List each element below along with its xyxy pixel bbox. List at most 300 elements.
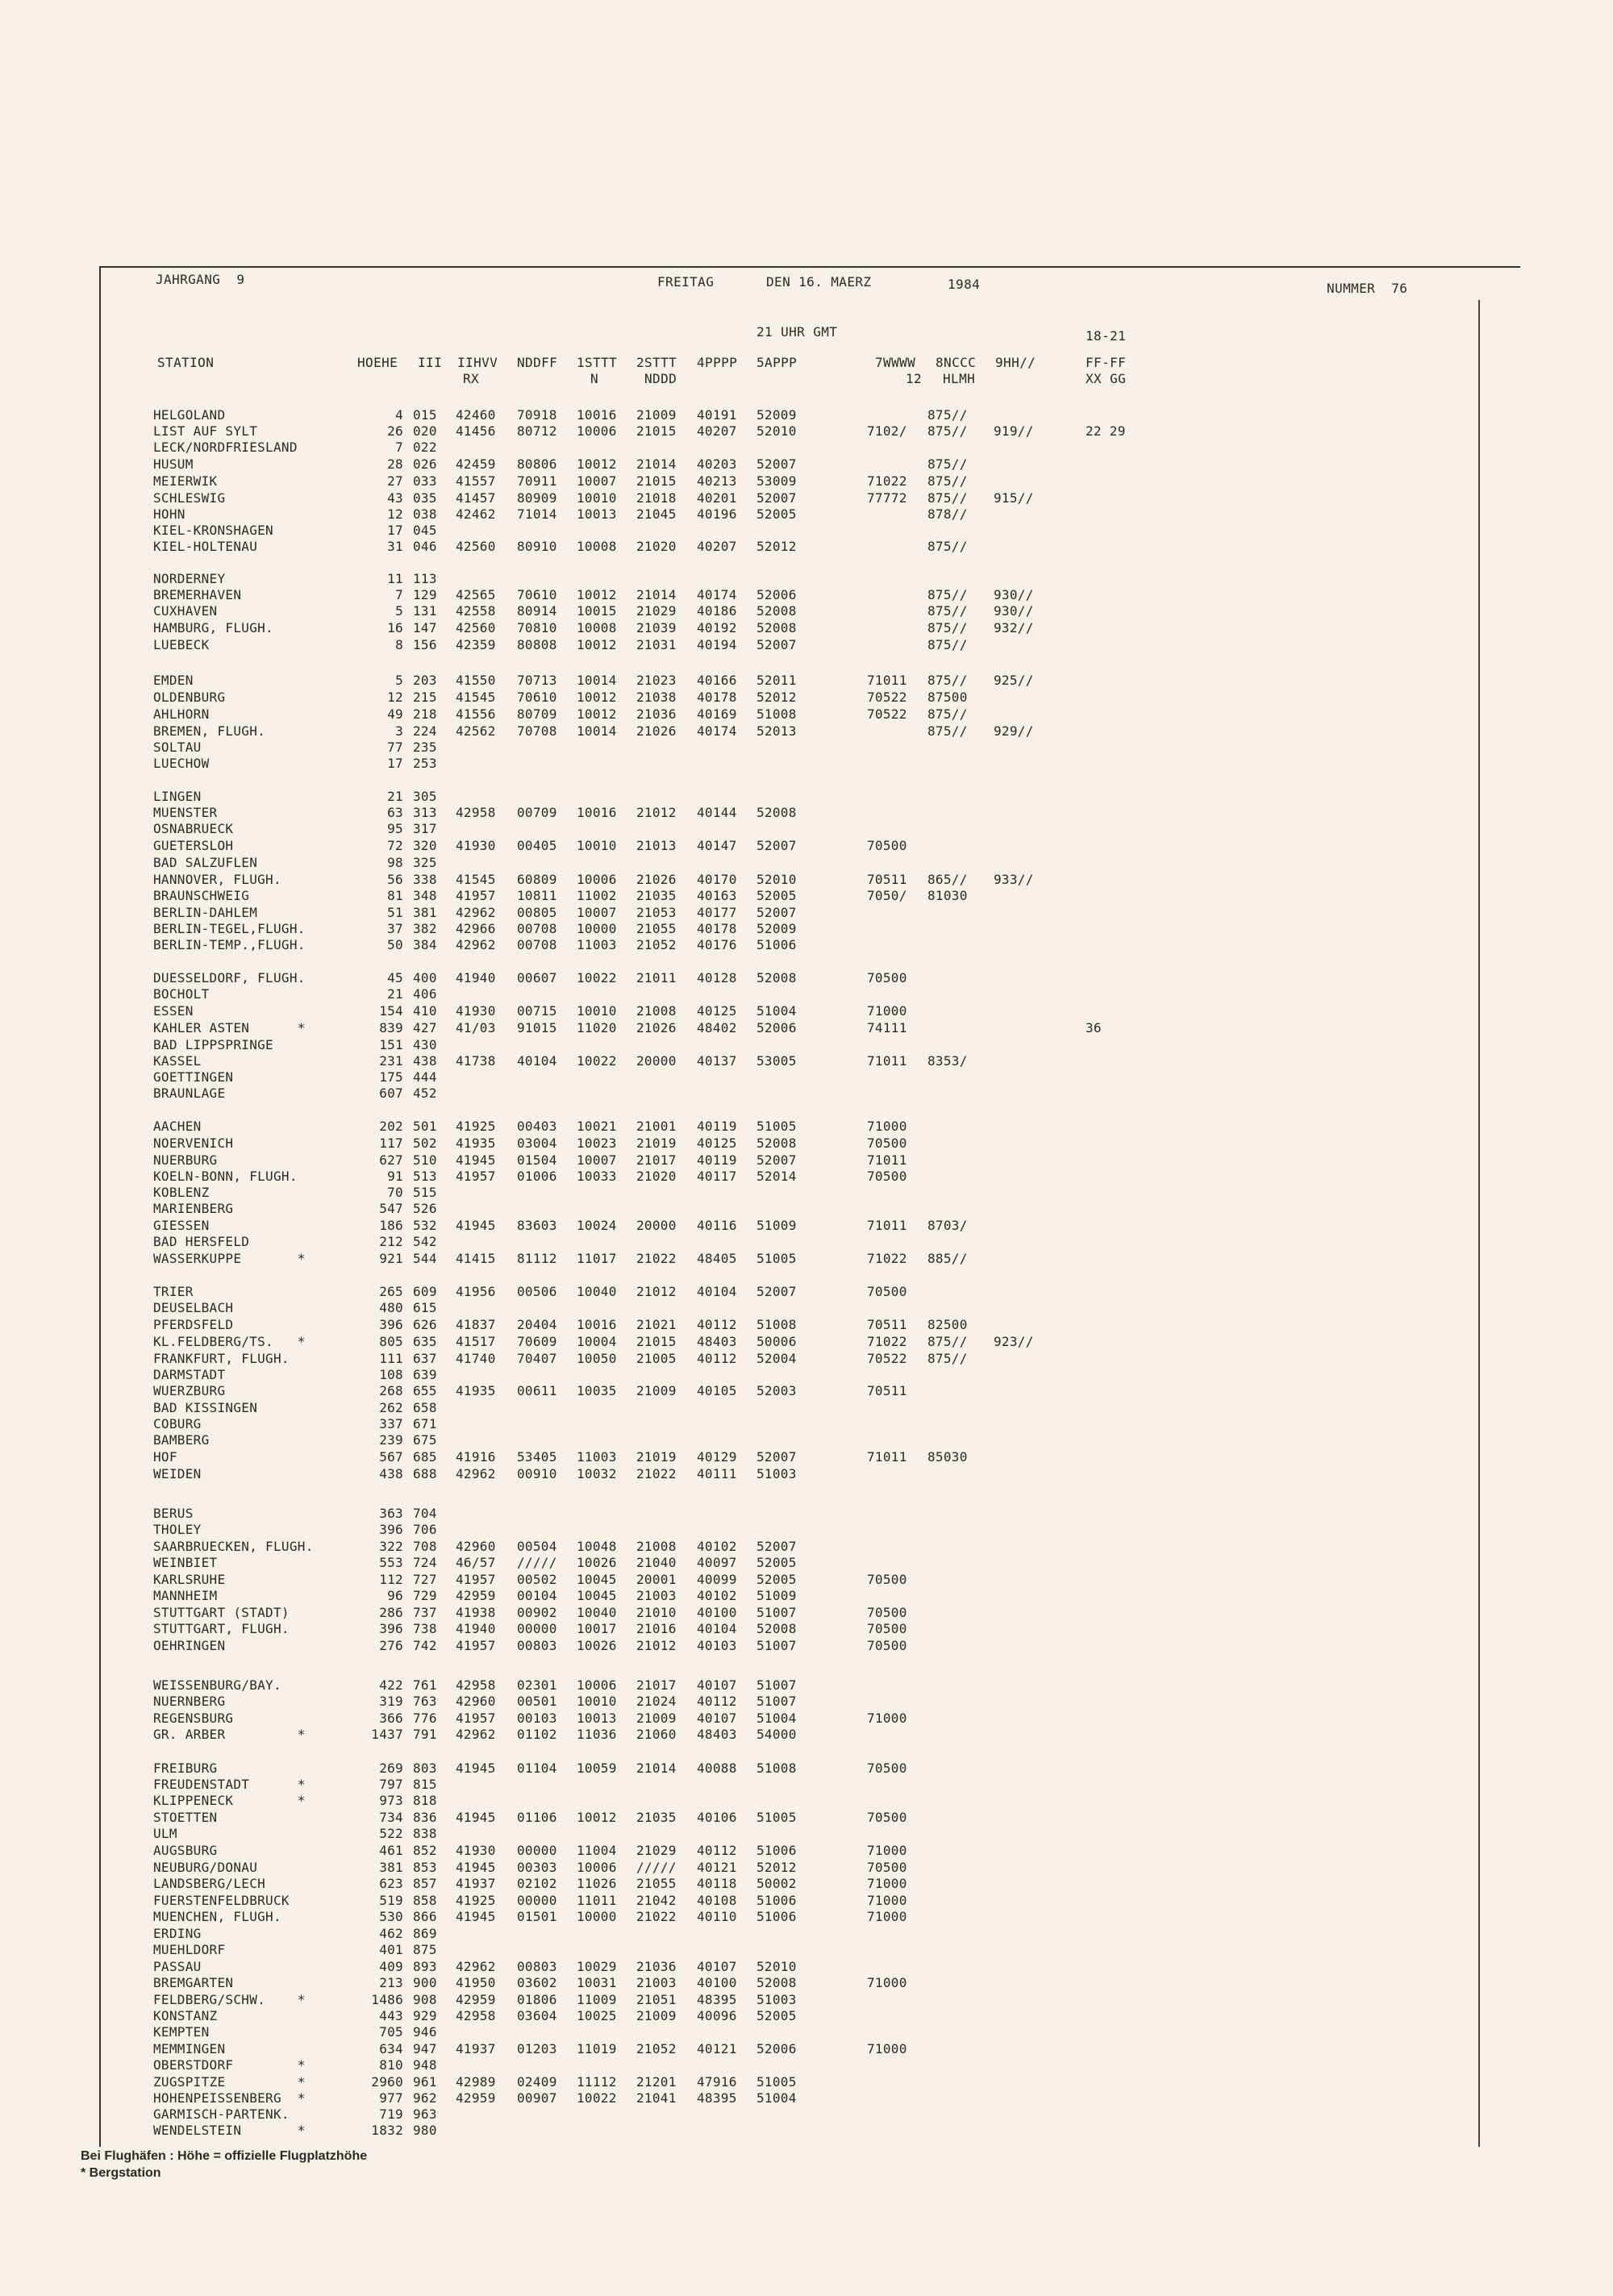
- cell-7wwww: 70522: [867, 1351, 907, 1366]
- station-height: 5: [395, 673, 403, 688]
- table-row: [0, 2041, 1613, 2057]
- table-row: [0, 1251, 1613, 1267]
- cell-iihvv: 41945: [456, 1810, 496, 1825]
- cell-1sttt: 10016: [577, 805, 617, 820]
- station-height: 977: [379, 2090, 403, 2106]
- cell-nddff: 40104: [517, 1053, 557, 1069]
- cell-nddff: 70609: [517, 1334, 557, 1349]
- station-height: 522: [379, 1826, 403, 1841]
- station-id: 658: [413, 1400, 437, 1415]
- cell-2sttt: 21015: [636, 423, 677, 439]
- station-height: 96: [387, 1588, 403, 1603]
- station-name: MUEHLDORF: [153, 1942, 226, 1957]
- cell-iihvv: 42562: [456, 723, 496, 739]
- cell-8nccc: 875//: [927, 620, 968, 635]
- cell-4pppp: 40111: [697, 1466, 737, 1481]
- cell-7wwww: 70500: [867, 1810, 907, 1825]
- station-id: 156: [413, 637, 437, 652]
- station-name: NUERBURG: [153, 1152, 218, 1168]
- cell-4pppp: 40108: [697, 1893, 737, 1908]
- station-height: 401: [379, 1942, 403, 1957]
- station-height: 547: [379, 1201, 403, 1216]
- cell-iihvv: 41545: [456, 690, 496, 705]
- cell-5appp: 51007: [756, 1638, 797, 1653]
- cell-nddff: 01501: [517, 1909, 557, 1924]
- cell-5appp: 51009: [756, 1588, 797, 1603]
- cell-4pppp: 40102: [697, 1539, 737, 1554]
- table-row: [0, 1400, 1613, 1416]
- col-1sttt: 1STTT: [577, 355, 618, 370]
- cell-4pppp: 40174: [697, 587, 737, 602]
- station-height: 921: [379, 1251, 403, 1266]
- cell-nddff: 00907: [517, 2090, 557, 2106]
- station-name: STOETTEN: [153, 1810, 218, 1825]
- jahrgang: JAHRGANG 9: [156, 272, 245, 287]
- cell-4pppp: 40121: [697, 2041, 737, 2056]
- cell-iihvv: 41940: [456, 1621, 496, 1636]
- station-id: 325: [413, 855, 437, 870]
- table-row: [0, 1975, 1613, 1991]
- station-height: 37: [387, 921, 403, 936]
- station-height: 381: [379, 1860, 403, 1875]
- table-row: [0, 620, 1613, 636]
- cell-8nccc: 875//: [927, 603, 968, 619]
- station-name: KIEL-KRONSHAGEN: [153, 523, 273, 538]
- station-height: 7: [395, 587, 403, 602]
- station-id: 980: [413, 2123, 437, 2138]
- station-height: 154: [379, 1003, 403, 1019]
- cell-5appp: 51005: [756, 1810, 797, 1825]
- cell-nddff: 80806: [517, 456, 557, 472]
- cell-8nccc: 875//: [927, 673, 968, 688]
- station-height: 28: [387, 456, 403, 472]
- station-height: 98: [387, 855, 403, 870]
- period-label: 18-21: [1086, 328, 1127, 344]
- table-row: [0, 1037, 1613, 1053]
- table-row: [0, 1234, 1613, 1250]
- cell-1sttt: 10035: [577, 1383, 617, 1398]
- cell-nddff: 00501: [517, 1694, 557, 1709]
- cell-1sttt: 10023: [577, 1135, 617, 1151]
- cell-nddff: 00405: [517, 838, 557, 853]
- cell-1sttt: 10024: [577, 1218, 617, 1233]
- cell-iihvv: 41945: [456, 1218, 496, 1233]
- cell-iihvv: 42959: [456, 2090, 496, 2106]
- table-row: [0, 1069, 1613, 1085]
- station-height: 7: [395, 440, 403, 455]
- cell-5appp: 51007: [756, 1677, 797, 1693]
- station-id: 501: [413, 1119, 437, 1134]
- cell-4pppp: 48395: [697, 2090, 737, 2106]
- cell-nddff: 70407: [517, 1351, 557, 1366]
- station-height: 422: [379, 1677, 403, 1693]
- cell-1sttt: 10040: [577, 1605, 617, 1620]
- station-name: ERDING: [153, 1926, 202, 1941]
- cell-7wwww: 70500: [867, 1169, 907, 1184]
- cell-7wwww: 71011: [867, 1053, 907, 1069]
- station-id: 038: [413, 506, 437, 522]
- station-height: 438: [379, 1466, 403, 1481]
- station-id: 113: [413, 571, 437, 586]
- table-row: [0, 1555, 1613, 1571]
- station-height: 268: [379, 1383, 403, 1398]
- cell-1sttt: 10031: [577, 1975, 617, 1990]
- station-name: LUECHOW: [153, 756, 210, 771]
- cell-1sttt: 10012: [577, 1810, 617, 1825]
- table-row: [0, 1621, 1613, 1637]
- cell-nddff: 02102: [517, 1876, 557, 1891]
- cell-nddff: 00502: [517, 1572, 557, 1587]
- station-height: 461: [379, 1843, 403, 1858]
- table-row: [0, 1959, 1613, 1975]
- station-height: 17: [387, 756, 403, 771]
- cell-5appp: 51004: [756, 1711, 797, 1726]
- cell-nddff: 01203: [517, 2041, 557, 2056]
- station-name: BAD KISSINGEN: [153, 1400, 258, 1415]
- station-name: GR. ARBER *: [153, 1727, 306, 1742]
- cell-nddff: 00902: [517, 1605, 557, 1620]
- cell-1sttt: 10033: [577, 1169, 617, 1184]
- cell-iihvv: 41945: [456, 1152, 496, 1168]
- cell-2sttt: 20000: [636, 1218, 677, 1233]
- cell-2sttt: 21011: [636, 970, 677, 985]
- cell-1sttt: 10012: [577, 456, 617, 472]
- cell-nddff: 00708: [517, 937, 557, 952]
- station-height: 553: [379, 1555, 403, 1570]
- station-id: 224: [413, 723, 437, 739]
- cell-nddff: 80910: [517, 539, 557, 554]
- table-row: [0, 2024, 1613, 2040]
- station-id: 869: [413, 1926, 437, 1941]
- cell-5appp: 52003: [756, 1383, 797, 1398]
- table-row: [0, 2123, 1613, 2139]
- station-height: 111: [379, 1351, 403, 1366]
- station-name: OSNABRUECK: [153, 821, 234, 836]
- station-id: 742: [413, 1638, 437, 1653]
- cell-nddff: 00805: [517, 905, 557, 920]
- station-height: 719: [379, 2106, 403, 2122]
- cell-iihvv: 41950: [456, 1975, 496, 1990]
- cell-2sttt: 21060: [636, 1727, 677, 1742]
- cell-5appp: 51005: [756, 2074, 797, 2090]
- station-height: 366: [379, 1711, 403, 1726]
- station-id: 544: [413, 1251, 437, 1266]
- cell-1sttt: 10025: [577, 2008, 617, 2023]
- station-name: FUERSTENFELDBRUCK: [153, 1893, 290, 1908]
- cell-nddff: 00000: [517, 1893, 557, 1908]
- station-name: LINGEN: [153, 789, 202, 804]
- station-height: 45: [387, 970, 403, 985]
- table-row: [0, 587, 1613, 603]
- station-name: KL.FELDBERG/TS. *: [153, 1334, 306, 1349]
- col-rx: RX: [463, 371, 480, 386]
- cell-5appp: 52007: [756, 905, 797, 920]
- station-id: 635: [413, 1334, 437, 1349]
- cell-5appp: 52005: [756, 1572, 797, 1587]
- cell-2sttt: 21014: [636, 1761, 677, 1776]
- table-row: [0, 1677, 1613, 1694]
- cell-7wwww: 70500: [867, 1572, 907, 1587]
- table-row: [0, 1300, 1613, 1316]
- station-name: WEISSENBURG/BAY.: [153, 1677, 281, 1693]
- station-id: 147: [413, 620, 437, 635]
- cell-4pppp: 40213: [697, 473, 737, 489]
- station-name: HANNOVER, FLUGH.: [153, 872, 281, 887]
- station-name: KLIPPENECK *: [153, 1793, 306, 1808]
- col-4pppp: 4PPPP: [697, 355, 738, 370]
- cell-5appp: 52012: [756, 539, 797, 554]
- station-name: SAARBRUECKEN, FLUGH.: [153, 1539, 314, 1554]
- table-row: [0, 2057, 1613, 2073]
- cell-nddff: 02409: [517, 2074, 557, 2090]
- cell-4pppp: 40191: [697, 407, 737, 423]
- cell-5appp: 53009: [756, 473, 797, 489]
- cell-iihvv: 41938: [456, 1605, 496, 1620]
- cell-1sttt: 10022: [577, 1053, 617, 1069]
- station-name: NOERVENICH: [153, 1135, 234, 1151]
- station-id: 729: [413, 1588, 437, 1603]
- cell-iihvv: 41957: [456, 1169, 496, 1184]
- cell-2sttt: 21020: [636, 539, 677, 554]
- cell-4pppp: 48403: [697, 1334, 737, 1349]
- cell-4pppp: 40106: [697, 1810, 737, 1825]
- station-id: 671: [413, 1416, 437, 1431]
- cell-2sttt: 21009: [636, 1711, 677, 1726]
- cell-iihvv: 42462: [456, 506, 496, 522]
- cell-2sttt: 21040: [636, 1555, 677, 1570]
- issue-number: NUMMER 76: [1327, 281, 1408, 296]
- station-height: 21: [387, 986, 403, 1002]
- station-height: 805: [379, 1334, 403, 1349]
- station-height: 623: [379, 1876, 403, 1891]
- cell-2sttt: /////: [636, 1860, 677, 1875]
- cell-2sttt: 21005: [636, 1351, 677, 1366]
- cell-7wwww: 7050/: [867, 888, 907, 903]
- station-id: 035: [413, 490, 437, 506]
- station-name: MEIERWIK: [153, 473, 218, 489]
- cell-1sttt: 11009: [577, 1992, 617, 2007]
- cell-4pppp: 40166: [697, 673, 737, 688]
- station-height: 31: [387, 539, 403, 554]
- table-row: [0, 1449, 1613, 1465]
- cell-2sttt: 20001: [636, 1572, 677, 1587]
- cell-nddff: 00910: [517, 1466, 557, 1481]
- station-id: 382: [413, 921, 437, 936]
- station-name: MUENSTER: [153, 805, 218, 820]
- station-id: 020: [413, 423, 437, 439]
- col-ff-ff: FF-FF: [1086, 355, 1127, 370]
- cell-5appp: 51007: [756, 1694, 797, 1709]
- cell-4pppp: 40121: [697, 1860, 737, 1875]
- cell-nddff: 80709: [517, 706, 557, 722]
- station-height: 265: [379, 1284, 403, 1299]
- table-row: [0, 1926, 1613, 1942]
- station-name: BERLIN-DAHLEM: [153, 905, 258, 920]
- station-name: AACHEN: [153, 1119, 202, 1134]
- cell-9hh: 930//: [994, 587, 1034, 602]
- cell-4pppp: 40100: [697, 1605, 737, 1620]
- station-name: NEUBURG/DONAU: [153, 1860, 258, 1875]
- station-id: 655: [413, 1383, 437, 1398]
- cell-7wwww: 70511: [867, 872, 907, 887]
- cell-5appp: 52007: [756, 456, 797, 472]
- cell-nddff: 10811: [517, 888, 557, 903]
- cell-2sttt: 21031: [636, 637, 677, 652]
- table-row: [0, 1185, 1613, 1201]
- cell-nddff: 70810: [517, 620, 557, 635]
- station-height: 8: [395, 637, 403, 652]
- cell-iihvv: 42962: [456, 1959, 496, 1974]
- station-name: KOELN-BONN, FLUGH.: [153, 1169, 298, 1184]
- table-row: [0, 1169, 1613, 1185]
- station-height: 3: [395, 723, 403, 739]
- station-height: 396: [379, 1621, 403, 1636]
- station-height: 319: [379, 1694, 403, 1709]
- cell-7wwww: 70522: [867, 690, 907, 705]
- cell-2sttt: 21008: [636, 1003, 677, 1019]
- cell-9hh: 915//: [994, 490, 1034, 506]
- cell-4pppp: 40177: [697, 905, 737, 920]
- col-iii: III: [418, 355, 443, 370]
- station-id: 791: [413, 1727, 437, 1742]
- station-name: FRANKFURT, FLUGH.: [153, 1351, 290, 1366]
- table-row: [0, 1085, 1613, 1102]
- station-height: 705: [379, 2024, 403, 2040]
- cell-5appp: 51005: [756, 1119, 797, 1134]
- cell-7wwww: 71011: [867, 1152, 907, 1168]
- cell-nddff: 71014: [517, 506, 557, 522]
- cell-4pppp: 40178: [697, 690, 737, 705]
- station-id: 320: [413, 838, 437, 853]
- station-name: WENDELSTEIN *: [153, 2123, 306, 2138]
- cell-5appp: 54000: [756, 1727, 797, 1742]
- cell-nddff: 91015: [517, 1020, 557, 1035]
- station-height: 77: [387, 740, 403, 755]
- table-row: [0, 986, 1613, 1002]
- station-name: WEIDEN: [153, 1466, 202, 1481]
- station-height: 1437: [371, 1727, 403, 1742]
- cell-5appp: 51003: [756, 1992, 797, 2007]
- table-row: [0, 1506, 1613, 1522]
- cell-7wwww: 7102/: [867, 423, 907, 439]
- cell-7wwww: 71000: [867, 1893, 907, 1908]
- cell-iihvv: 41916: [456, 1449, 496, 1465]
- cell-iihvv: 42962: [456, 1727, 496, 1742]
- cell-7wwww: 71000: [867, 1876, 907, 1891]
- cell-1sttt: 11002: [577, 888, 617, 903]
- table-row: [0, 1893, 1613, 1909]
- table-row: [0, 637, 1613, 653]
- cell-4pppp: 48405: [697, 1251, 737, 1266]
- cell-iihvv: 41550: [456, 673, 496, 688]
- cell-4pppp: 40170: [697, 872, 737, 887]
- station-id: 046: [413, 539, 437, 554]
- station-height: 95: [387, 821, 403, 836]
- station-height: 112: [379, 1572, 403, 1587]
- cell-8nccc: 875//: [927, 490, 968, 506]
- station-name: COBURG: [153, 1416, 202, 1431]
- cell-iihvv: 41457: [456, 490, 496, 506]
- cell-2sttt: 21035: [636, 1810, 677, 1825]
- station-id: 313: [413, 805, 437, 820]
- cell-nddff: 00715: [517, 1003, 557, 1019]
- station-height: 16: [387, 620, 403, 635]
- cell-1sttt: 10010: [577, 490, 617, 506]
- cell-5appp: 52008: [756, 1975, 797, 1990]
- station-name: DEUSELBACH: [153, 1300, 234, 1315]
- table-row: [0, 1367, 1613, 1383]
- cell-4pppp: 40118: [697, 1876, 737, 1891]
- station-height: 56: [387, 872, 403, 887]
- cell-1sttt: 10012: [577, 587, 617, 602]
- station-id: 131: [413, 603, 437, 619]
- cell-4pppp: 40169: [697, 706, 737, 722]
- cell-7wwww: 71022: [867, 1251, 907, 1266]
- station-id: 688: [413, 1466, 437, 1481]
- station-id: 348: [413, 888, 437, 903]
- cell-4pppp: 40207: [697, 423, 737, 439]
- cell-iihvv: 42966: [456, 921, 496, 936]
- cell-7wwww: 70522: [867, 706, 907, 722]
- station-name: STUTTGART, FLUGH.: [153, 1621, 290, 1636]
- col-5appp: 5APPP: [756, 355, 798, 370]
- cell-1sttt: 11003: [577, 1449, 617, 1465]
- cell-7wwww: 74111: [867, 1020, 907, 1035]
- station-height: 567: [379, 1449, 403, 1465]
- station-name: GARMISCH-PARTENK.: [153, 2106, 290, 2122]
- station-height: 91: [387, 1169, 403, 1184]
- station-id: 427: [413, 1020, 437, 1035]
- cell-1sttt: 10006: [577, 872, 617, 887]
- cell-1sttt: 10015: [577, 603, 617, 619]
- observation-time: 21 UHR GMT: [756, 324, 838, 340]
- cell-4pppp: 40088: [697, 1761, 737, 1776]
- cell-1sttt: 11036: [577, 1727, 617, 1742]
- cell-2sttt: 21018: [636, 490, 677, 506]
- cell-4pppp: 40104: [697, 1284, 737, 1299]
- cell-iihvv: 42459: [456, 456, 496, 472]
- table-row: [0, 1284, 1613, 1300]
- cell-5appp: 52007: [756, 637, 797, 652]
- station-id: 685: [413, 1449, 437, 1465]
- station-height: 634: [379, 2041, 403, 2056]
- cell-1sttt: 10000: [577, 921, 617, 936]
- station-name: DUESSELDORF, FLUGH.: [153, 970, 306, 985]
- station-id: 317: [413, 821, 437, 836]
- table-row: [0, 490, 1613, 506]
- table-row: [0, 1539, 1613, 1555]
- col-hlmh: HLMH: [943, 371, 976, 386]
- cell-iihvv: 42560: [456, 620, 496, 635]
- station-id: 384: [413, 937, 437, 952]
- station-height: 627: [379, 1152, 403, 1168]
- cell-2sttt: 21022: [636, 1251, 677, 1266]
- cell-2sttt: 21012: [636, 805, 677, 820]
- station-name: HOHN: [153, 506, 185, 522]
- cell-1sttt: 10050: [577, 1351, 617, 1366]
- cell-5appp: 52012: [756, 690, 797, 705]
- station-id: 737: [413, 1605, 437, 1620]
- cell-iihvv: 42958: [456, 805, 496, 820]
- table-row: [0, 1334, 1613, 1350]
- cell-5appp: 52007: [756, 490, 797, 506]
- station-id: 513: [413, 1169, 437, 1184]
- station-id: 708: [413, 1539, 437, 1554]
- cell-1sttt: 11020: [577, 1020, 617, 1035]
- cell-1sttt: 10022: [577, 970, 617, 985]
- cell-4pppp: 40104: [697, 1621, 737, 1636]
- cell-5appp: 51005: [756, 1251, 797, 1266]
